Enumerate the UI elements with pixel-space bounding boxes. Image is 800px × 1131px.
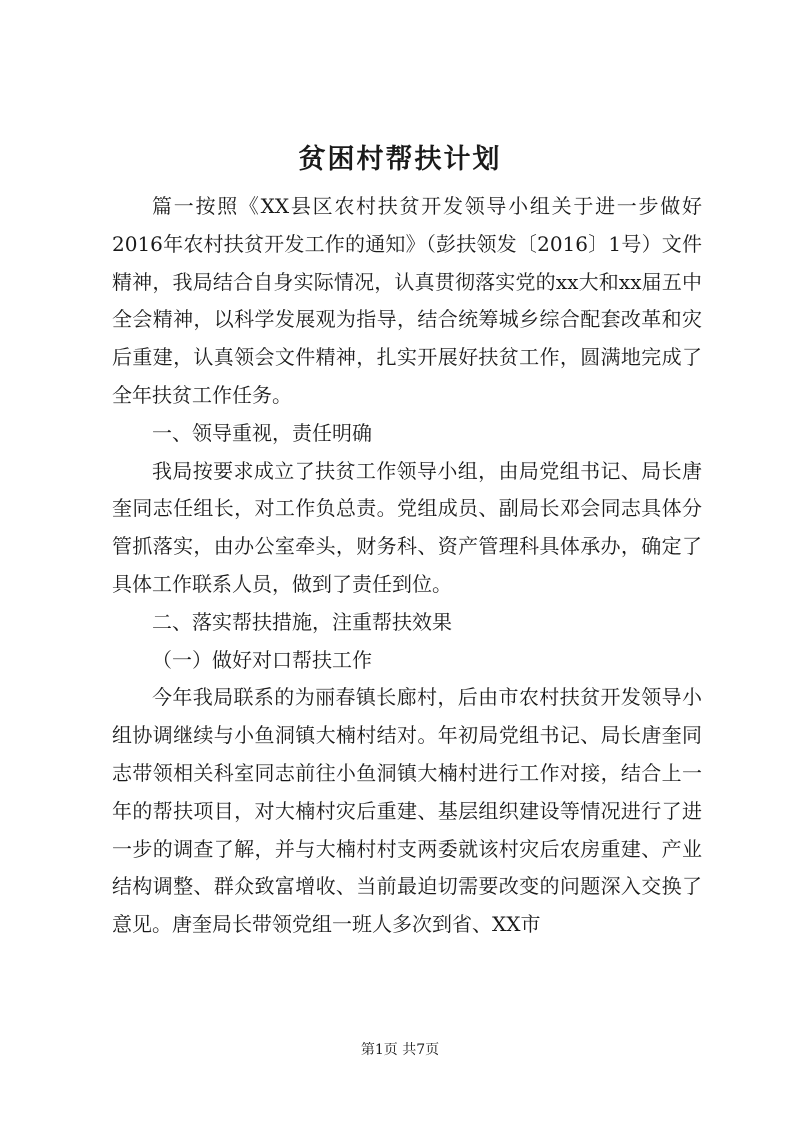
paragraph-pairing: 今年我局联系的为丽春镇长廊村，后由市农村扶贫开发领导小组协调继续与小鱼洞镇大楠村结对。年初局党组书记、局长唐奎同志带领相关科室同志前往小鱼洞镇大楠村进行工作对接，结合上一年的帮扶项目，对大楠村灾后重建、基层组织建设等情况进行了进一步的调查了解，并与大楠村村支两委就该村灾后农房重建、产业结构调整、群众致富增收、当前最迫切需要改变的问题深入交换了意见。唐奎局长带领党组一班人多次到省、XX市: [112, 685, 702, 937]
document-title: 贫困村帮扶计划: [298, 144, 502, 175]
subsection-heading-1: （一）做好对口帮扶工作: [152, 647, 372, 672]
paragraph-intro: 篇一按照《XX县区农村扶贫开发领导小组关于进一步做好2016年农村扶贫开发工作的通知》（彭扶领发〔2016〕1号）文件精神，我局结合自身实际情况，认真贯彻落实党的xx大和xx届五中全会精神，以科学发展观为指导，结合统筹城乡综合配套改革和灾后重建，认真领会文件精神，扎实开展好扶贫工作，圆满地完成了全年扶贫工作任务。: [112, 194, 702, 407]
document-body: [112, 188, 702, 944]
section-heading-1: 一、领导重视，责任明确: [152, 420, 372, 445]
paragraph-leadership: 我局按要求成立了扶贫工作领导小组，由局党组书记、局长唐奎同志任组长，对工作负总责。党组成员、副局长邓会同志具体分管抓落实，由办公室牵头，财务科、资产管理科具体承办，确定了具体工作联系人员，做到了责任到位。: [112, 458, 702, 596]
section-heading-2: 二、落实帮扶措施，注重帮扶效果: [152, 609, 452, 634]
page-footer: 第1页 共7页: [360, 1042, 440, 1058]
